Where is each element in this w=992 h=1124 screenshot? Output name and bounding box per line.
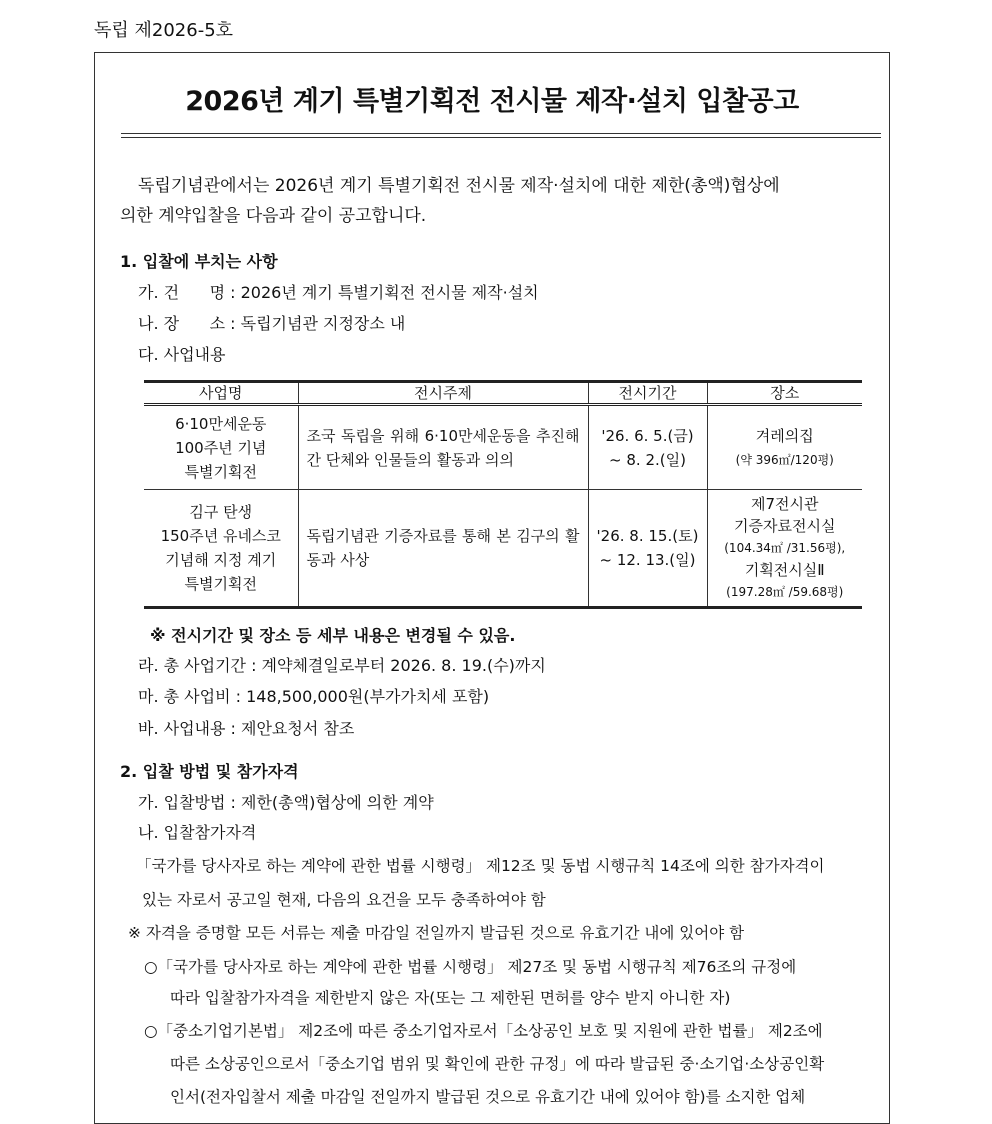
paragraph-line: 「국가를 당사자로 하는 계약에 관한 법률 시행령」 제12조 및 동법 시행규칙 14조에 의한 참가자격이 — [136, 857, 825, 875]
col-header: 전시기간 — [588, 382, 707, 405]
item: 마. 총 사업비 : 148,500,000원(부가가치세 포함) — [138, 687, 490, 706]
project-name: 100주년 기념 — [175, 438, 267, 457]
col-header: 사업명 — [144, 382, 298, 405]
bullet-line: 인서(전자입찰서 제출 마감일 전일까지 발급된 것으로 유효기간 내에 있어야 함)를 소지한 업체 — [170, 1088, 806, 1106]
period: '26. 8. 15.(토) — [596, 527, 699, 545]
intro-line: 의한 계약입찰을 다음과 같이 공고합니다. — [120, 206, 427, 226]
project-name: 특별기획전 — [184, 575, 257, 593]
project-table — [144, 380, 862, 609]
intro-line: 독립기념관에서는 2026년 계기 특별기획전 전시물 제작·설치에 대한 제한(총액)협상에 — [138, 176, 780, 196]
theme: 조국 독립을 위해 6·10만세운동을 추진해 간 단체와 인물들의 활동과 의의 — [298, 405, 588, 490]
bullet-line: 따라 입찰참가자격을 제한받지 않은 자(또는 그 제한된 면허를 양수 받지 아니한 자) — [170, 989, 731, 1007]
place: 기획전시실Ⅱ — [744, 561, 825, 579]
bullet-line: ○「국가를 당사자로 하는 계약에 관한 법률 시행령」 제27조 및 동법 시행규칙 제76조의 규정에 — [144, 958, 797, 976]
col-header: 장소 — [707, 382, 862, 405]
note: ※ 전시기간 및 장소 등 세부 내용은 변경될 수 있음. — [150, 626, 516, 645]
paragraph-line: 있는 자로서 공고일 현재, 다음의 요건을 모두 충족하여야 함 — [142, 891, 546, 909]
table-row — [144, 405, 862, 490]
item: 나. 장 소 : 독립기념관 지정장소 내 — [138, 314, 406, 333]
period: '26. 6. 5.(금) — [601, 426, 694, 445]
place-area: (197.28㎡ /59.68평) — [726, 585, 844, 599]
bullet-line: 따른 소상공인으로서「중소기업 범위 및 확인에 관한 규정」에 따라 발급된 중·소기업·소상공인확 — [170, 1055, 825, 1073]
section-heading: 2. 입찰 방법 및 참가자격 — [120, 762, 299, 781]
theme: 독립기념관 기증자료를 통해 본 김구의 활동과 사상 — [298, 490, 588, 608]
bullet-line: ○「중소기업기본법」 제2조에 따른 중소기업자로서「소상공인 보호 및 지원에 관한 법률」 제2조에 — [144, 1022, 823, 1040]
divider — [121, 137, 881, 138]
place: 기증자료전시실 — [734, 517, 836, 535]
document-number: 독립 제2026-5호 — [94, 20, 234, 41]
item: 가. 건 명 : 2026년 계기 특별기획전 전시물 제작·설치 — [138, 283, 539, 302]
project-name: 김구 탄생 — [189, 503, 253, 521]
project-name: 6·10만세운동 — [175, 414, 267, 433]
item: 다. 사업내용 — [138, 345, 226, 364]
place-area: (약 396㎡/120평) — [735, 452, 834, 467]
item: 나. 입찰참가자격 — [138, 823, 257, 842]
item: 가. 입찰방법 : 제한(총액)협상에 의한 계약 — [138, 793, 434, 812]
note: ※ 자격을 증명할 모든 서류는 제출 마감일 전일까지 발급된 것으로 유효기간 내에 있어야 함 — [128, 924, 745, 942]
project-name: 150주년 유네스코 — [160, 527, 281, 545]
project-name: 기념해 지정 계기 — [165, 551, 277, 569]
item: 라. 총 사업기간 : 계약체결일로부터 2026. 8. 19.(수)까지 — [138, 656, 546, 675]
project-name: 특별기획전 — [184, 462, 257, 481]
place: 제7전시관 — [750, 495, 819, 513]
period: ~ 12. 13.(일) — [599, 551, 696, 569]
page-title: 2026년 계기 특별기획전 전시물 제작·설치 입찰공고 — [185, 86, 799, 117]
col-header: 전시주제 — [298, 382, 588, 405]
section-heading: 1. 입찰에 부치는 사항 — [120, 252, 278, 271]
table-row — [144, 490, 862, 608]
place-area: (104.34㎡ /31.56평), — [724, 541, 846, 555]
item: 바. 사업내용 : 제안요청서 참조 — [138, 719, 355, 738]
period: ~ 8. 2.(일) — [609, 450, 686, 469]
place: 겨레의집 — [755, 426, 814, 445]
divider — [121, 133, 881, 134]
